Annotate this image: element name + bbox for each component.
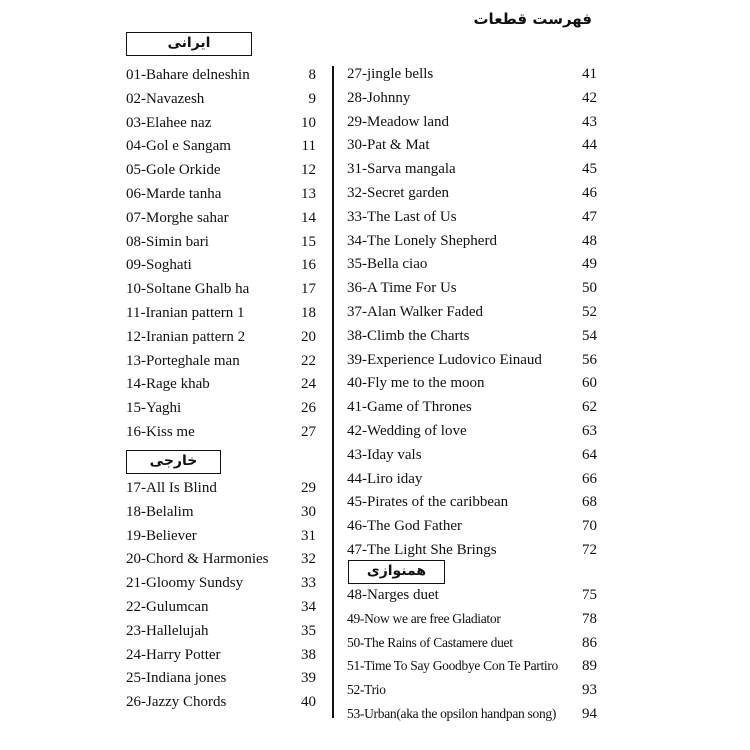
section-header-irani: ایرانی — [126, 32, 252, 56]
item-title: 02-Navazesh — [126, 90, 205, 107]
list-item — [126, 572, 316, 594]
item-title: 51-Time To Say Goodbye Con Te Partiro — [347, 658, 559, 674]
item-page-number: 44 — [582, 137, 597, 154]
list-item — [347, 420, 597, 442]
item-page-number: 12 — [301, 162, 316, 179]
item-page-number: 50 — [582, 280, 597, 297]
item-title: 34-The Lonely Shepherd — [347, 232, 497, 249]
item-title: 11-Iranian pattern 1 — [126, 305, 245, 321]
item-title: 53-Urban(aka the opsilon handpan song) — [347, 706, 557, 721]
item-page-number: 22 — [301, 352, 316, 369]
item-title: 50-The Rains of Castamere duet — [347, 634, 513, 650]
list-item — [126, 112, 316, 134]
list-item — [347, 491, 597, 513]
item-page-number: 70 — [582, 518, 597, 535]
list-item — [347, 253, 597, 275]
item-title: 15-Yaghi — [126, 400, 182, 417]
item-page-number: 46 — [582, 185, 597, 201]
list-item — [347, 325, 597, 347]
item-title: 52-Trio — [347, 682, 386, 698]
item-title: 49-Now we are free Gladiator — [347, 610, 501, 626]
item-page-number: 27 — [301, 424, 316, 440]
page-title: فهرست قطعات — [473, 10, 592, 28]
list-item — [347, 372, 597, 394]
item-title: 27-jingle bells — [347, 66, 434, 82]
item-title: 08-Simin bari — [126, 233, 209, 250]
list-item — [347, 206, 597, 228]
list-item — [126, 254, 316, 276]
item-page-number: 63 — [582, 423, 597, 439]
item-page-number: 32 — [301, 551, 316, 568]
item-page-number: 49 — [582, 256, 597, 273]
item-title: 14-Rage khab — [126, 376, 210, 393]
list-item — [347, 63, 597, 85]
list-item — [347, 632, 597, 654]
list-item — [126, 691, 316, 713]
list-item — [347, 111, 597, 133]
list-item — [126, 64, 316, 86]
item-title: 18-Belalim — [126, 503, 194, 520]
item-title: 36-A Time For Us — [347, 280, 457, 297]
list-item — [347, 703, 597, 725]
item-title: 03-Elahee naz — [126, 114, 212, 131]
item-title: 33-The Last of Us — [347, 208, 457, 225]
item-title: 09-Soghati — [126, 257, 192, 274]
item-page-number: 62 — [582, 399, 597, 416]
list-item — [347, 277, 597, 299]
item-title: 26-Jazzy Chords — [126, 694, 227, 711]
item-title: 45-Pirates of the caribbean — [347, 494, 509, 511]
item-page-number: 26 — [301, 400, 316, 417]
item-page-number: 94 — [582, 706, 597, 722]
list-item — [347, 515, 597, 537]
item-title: 12-Iranian pattern 2 — [126, 328, 246, 345]
list-item — [126, 596, 316, 618]
list-item — [126, 373, 316, 395]
item-title: 47-The Light She Brings — [347, 542, 497, 558]
item-page-number: 64 — [582, 446, 597, 463]
item-page-number: 15 — [301, 233, 316, 250]
item-page-number: 9 — [308, 90, 316, 107]
item-page-number: 14 — [301, 209, 316, 226]
item-page-number: 52 — [582, 304, 597, 320]
item-page-number: 41 — [582, 66, 597, 82]
item-title: 13-Porteghale man — [126, 352, 240, 369]
item-page-number: 33 — [301, 575, 316, 592]
item-title: 23-Hallelujah — [126, 622, 209, 639]
item-title: 48-Narges duet — [347, 587, 439, 603]
item-page-number: 68 — [582, 494, 597, 511]
item-page-number: 93 — [582, 682, 597, 699]
item-title: 35-Bella ciao — [347, 256, 428, 273]
item-title: 37-Alan Walker Faded — [347, 304, 483, 320]
item-title: 30-Pat & Mat — [347, 137, 430, 154]
item-title: 25-Indiana jones — [126, 670, 227, 687]
list-item — [126, 644, 316, 666]
item-title: 43-Iday vals — [347, 446, 422, 463]
list-item — [126, 620, 316, 642]
list-item — [126, 183, 316, 205]
list-item — [126, 159, 316, 181]
item-title: 24-Harry Potter — [126, 646, 221, 663]
list-item — [126, 525, 316, 547]
list-item — [126, 548, 316, 570]
item-page-number: 89 — [582, 658, 597, 675]
item-page-number: 10 — [301, 114, 316, 131]
list-item — [347, 468, 597, 490]
list-item — [126, 302, 316, 324]
list-item — [126, 477, 316, 499]
item-title: 31-Sarva mangala — [347, 161, 456, 178]
item-title: 16-Kiss me — [126, 424, 195, 440]
list-item — [347, 349, 597, 371]
item-page-number: 48 — [582, 232, 597, 249]
item-page-number: 11 — [301, 138, 316, 155]
item-page-number: 16 — [301, 257, 316, 274]
item-page-number: 75 — [582, 587, 597, 603]
list-item — [347, 158, 597, 180]
item-page-number: 39 — [301, 670, 316, 687]
item-title: 17-All Is Blind — [126, 480, 217, 496]
list-item — [347, 396, 597, 418]
list-item — [126, 421, 316, 443]
item-page-number: 78 — [582, 610, 597, 627]
item-page-number: 17 — [301, 281, 316, 298]
item-title: 28-Johnny — [347, 89, 411, 106]
list-item — [126, 278, 316, 300]
list-item — [126, 326, 316, 348]
item-title: 10-Soltane Ghalb ha — [126, 281, 250, 298]
list-item — [347, 182, 597, 204]
item-title: 22-Gulumcan — [126, 599, 209, 615]
list-item — [126, 88, 316, 110]
item-page-number: 13 — [301, 186, 316, 202]
item-page-number: 34 — [301, 599, 316, 615]
item-title: 46-The God Father — [347, 518, 462, 535]
item-title: 20-Chord & Harmonies — [126, 551, 269, 568]
item-page-number: 60 — [582, 375, 597, 392]
list-item — [347, 230, 597, 252]
item-page-number: 8 — [308, 67, 316, 83]
list-item — [347, 134, 597, 156]
list-item — [347, 301, 597, 323]
item-page-number: 86 — [582, 634, 597, 651]
item-page-number: 54 — [582, 327, 597, 344]
list-item — [347, 539, 597, 561]
item-title: 39-Experience Ludovico Einaud — [347, 351, 542, 368]
list-item — [347, 655, 597, 677]
item-page-number: 40 — [301, 694, 316, 711]
list-item — [126, 350, 316, 372]
list-item — [347, 608, 597, 630]
item-title: 29-Meadow land — [347, 113, 450, 130]
item-page-number: 20 — [301, 328, 316, 345]
item-page-number: 72 — [582, 542, 597, 558]
list-item — [347, 584, 597, 606]
section-header-hamnavazi: همنوازی — [348, 560, 445, 584]
list-item — [126, 135, 316, 157]
item-page-number: 24 — [301, 376, 316, 393]
item-page-number: 45 — [582, 161, 597, 178]
item-page-number: 42 — [582, 89, 597, 106]
list-item — [126, 397, 316, 419]
item-title: 07-Morghe sahar — [126, 209, 229, 226]
item-page-number: 66 — [582, 470, 597, 487]
item-title: 41-Game of Thrones — [347, 399, 472, 416]
column-divider — [332, 66, 334, 718]
item-title: 38-Climb the Charts — [347, 327, 470, 344]
section-header-khareji: خارجی — [126, 450, 221, 474]
item-page-number: 29 — [301, 480, 316, 496]
item-title: 32-Secret garden — [347, 185, 450, 201]
item-title: 06-Marde tanha — [126, 186, 222, 202]
item-page-number: 43 — [582, 113, 597, 130]
item-page-number: 18 — [301, 305, 316, 321]
item-page-number: 35 — [301, 622, 316, 639]
item-title: 04-Gol e Sangam — [126, 138, 231, 155]
list-item — [347, 87, 597, 109]
list-item — [126, 207, 316, 229]
item-page-number: 56 — [582, 351, 597, 368]
item-page-number: 31 — [301, 527, 316, 544]
item-page-number: 47 — [582, 208, 597, 225]
item-title: 19-Believer — [126, 527, 197, 544]
list-item — [126, 501, 316, 523]
item-title: 21-Gloomy Sundsy — [126, 575, 244, 592]
list-item — [126, 231, 316, 253]
item-title: 05-Gole Orkide — [126, 162, 221, 179]
item-title: 44-Liro iday — [347, 470, 423, 487]
item-page-number: 30 — [301, 503, 316, 520]
item-title: 40-Fly me to the moon — [347, 375, 485, 392]
list-item — [347, 679, 597, 701]
item-title: 01-Bahare delneshin — [126, 67, 250, 83]
item-page-number: 38 — [301, 646, 316, 663]
list-item — [347, 444, 597, 466]
list-item — [126, 667, 316, 689]
item-title: 42-Wedding of love — [347, 423, 467, 439]
